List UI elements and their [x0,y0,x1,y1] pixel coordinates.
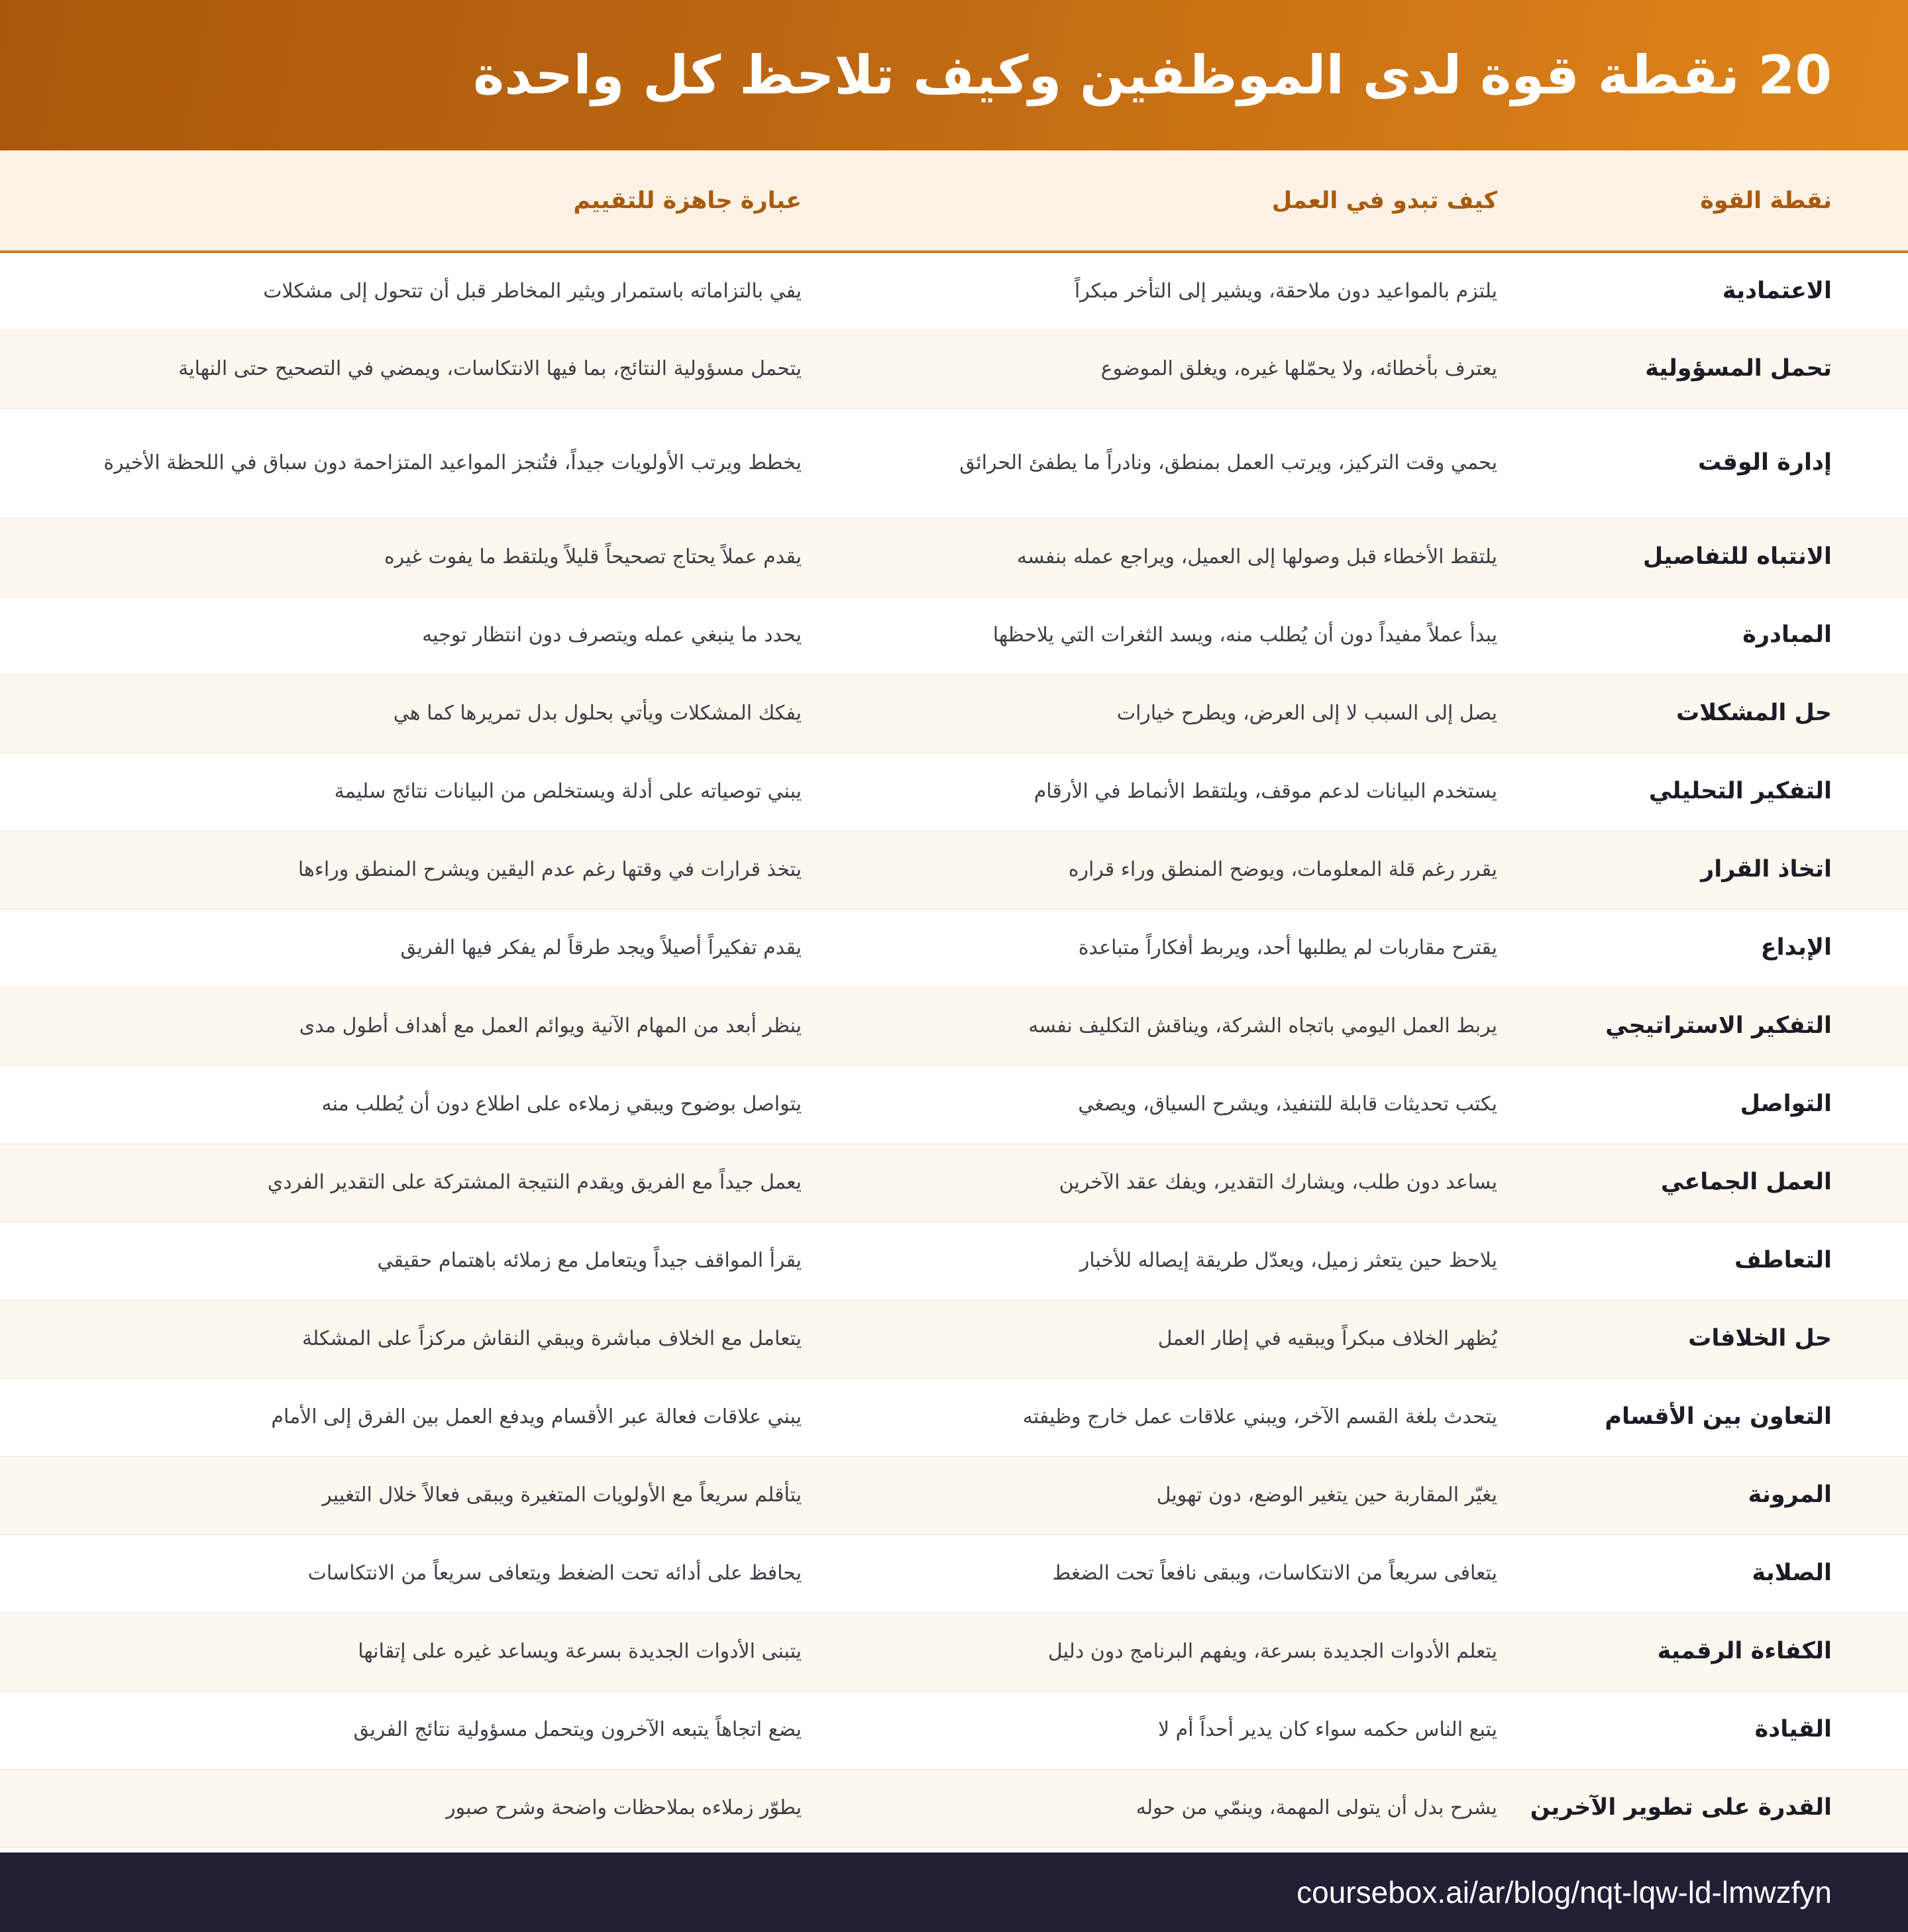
strengths-table [0,150,1908,1848]
how-it-looks-cell: يتحدث بلغة القسم الآخر، ويبني علاقات عمل خارج وظيفته [1022,1405,1497,1429]
strength-cell: إدارة الوقت [1697,449,1832,476]
table-row [0,909,1908,987]
how-it-looks-cell: يحمي وقت التركيز، ويرتب العمل بمنطق، ونادراً ما يطفئ الحرائق [959,451,1497,475]
how-it-looks-cell: يقرر رغم قلة المعلومات، ويوضح المنطق وراء قراره [1068,858,1497,882]
how-it-looks-cell: يتبع الناس حكمه سواء كان يدير أحداً أم لا [1157,1718,1497,1742]
how-it-looks-cell: يُظهر الخلاف مبكراً ويبقيه في إطار العمل [1157,1327,1497,1351]
strength-cell: الصلابة [1752,1560,1832,1587]
table-row [0,1613,1908,1691]
table-row [0,252,1908,330]
review-phrase-cell: يقدم تفكيراً أصيلاً ويجد طرقاً لم يفكر فيها الفريق [400,936,802,960]
review-phrase-cell: يخطط ويرتب الأولويات جيداً، فتُنجز المواعيد المتزاحمة دون سباق في اللحظة الأخيرة [103,451,802,475]
strength-cell: حل المشكلات [1676,700,1832,727]
review-phrase-cell: يبني علاقات فعالة عبر الأقسام ويدفع العمل بين الفرق إلى الأمام [271,1405,802,1429]
strength-cell: حل الخلافات [1688,1325,1832,1352]
strength-cell: التعاون بين الأقسام [1605,1403,1832,1430]
how-it-looks-cell: يبدأ عملاً مفيداً دون أن يُطلب منه، ويسد الثغرات التي يلاحظها [992,623,1497,647]
how-it-looks-cell: يكتب تحديثات قابلة للتنفيذ، ويشرح السياق، ويصغي [1078,1093,1497,1116]
table-row [0,1065,1908,1144]
strength-cell: الكفاءة الرقمية [1657,1638,1832,1665]
table-row [0,408,1908,518]
column-header-review-phrase: عبارة جاهزة للتقييم [573,187,802,214]
review-phrase-cell: يعمل جيداً مع الفريق ويقدم النتيجة المشتركة على التقدير الفردي [267,1171,802,1195]
table-row [0,753,1908,831]
review-phrase-cell: يطوّر زملاءه بملاحظات واضحة وشرح صبور [446,1796,802,1820]
review-phrase-cell: يتأقلم سريعاً مع الأولويات المتغيرة ويبقى فعالاً خلال التغيير [322,1483,802,1507]
strength-cell: التواصل [1740,1091,1832,1118]
how-it-looks-cell: يصل إلى السبب لا إلى العرض، ويطرح خيارات [1116,702,1497,725]
review-phrase-cell: يحدد ما ينبغي عمله ويتصرف دون انتظار توجيه [422,623,802,647]
strength-cell: المبادرة [1742,621,1832,649]
header-banner [0,0,1908,150]
strength-cell: القيادة [1754,1716,1832,1743]
strength-cell: اتخاذ القرار [1701,856,1832,883]
review-phrase-cell: يقرأ المواقف جيداً ويتعامل مع زملائه باهتمام حقيقي [377,1249,802,1273]
review-phrase-cell: يضع اتجاهاً يتبعه الآخرون ويتحمل مسؤولية نتائج الفريق [353,1718,802,1742]
table-row [0,987,1908,1065]
strength-cell: العمل الجماعي [1660,1169,1832,1196]
how-it-looks-cell: يساعد دون طلب، ويشارك التقدير، ويفك عقد الآخرين [1059,1171,1497,1195]
how-it-looks-cell: يلاحظ حين يتعثر زميل، ويعدّل طريقة إيصاله للأخبار [1079,1249,1497,1273]
column-header-strength: نقطة القوة [1700,187,1832,214]
review-phrase-cell: يقدم عملاً يحتاج تصحيحاً قليلاً ويلتقط ما يفوت غيره [384,545,802,569]
how-it-looks-cell: يربط العمل اليومي باتجاه الشركة، ويناقش التكليف نفسه [1028,1014,1497,1038]
how-it-looks-cell: يلتقط الأخطاء قبل وصولها إلى العميل، ويراجع عمله بنفسه [1017,545,1497,569]
review-phrase-cell: يتواصل بوضوح ويبقي زملاءه على اطلاع دون أن يُطلب منه [321,1093,802,1116]
strength-cell: التفكير الاستراتيجي [1605,1012,1832,1040]
table-row [0,1534,1908,1613]
footer-bar [0,1852,1908,1932]
strength-cell: الانتباه للتفاصيل [1642,543,1832,570]
page-title: 20 نقطة قوة لدى الموظفين وكيف تلاحظ كل واحدة [473,44,1832,106]
review-phrase-cell: يحافظ على أدائه تحت الضغط ويتعافى سريعاً من الانتكاسات [307,1562,802,1585]
review-phrase-cell: يفي بالتزاماته باستمرار ويثير المخاطر قبل أن تتحول إلى مشكلات [263,280,802,303]
review-phrase-cell: يبني توصياته على أدلة ويستخلص من البيانات نتائج سليمة [334,780,802,804]
how-it-looks-cell: يستخدم البيانات لدعم موقف، ويلتقط الأنماط في الأرقام [1034,780,1497,804]
how-it-looks-cell: يتعافى سريعاً من الانتكاسات، ويبقى نافعاً تحت الضغط [1052,1562,1497,1585]
table-body [0,252,1908,1847]
source-url: coursebox.ai/ar/blog/nqt-lqw-ld-lmwzfyn [1297,1875,1832,1909]
review-phrase-cell: ينظر أبعد من المهام الآنية ويوائم العمل مع أهداف أطول مدى [299,1014,802,1038]
review-phrase-cell: يتخذ قرارات في وقتها رغم عدم اليقين ويشرح المنطق وراءها [297,858,802,882]
table-row [0,1222,1908,1300]
table-row [0,831,1908,909]
table-row [0,1300,1908,1378]
table-header-row [0,150,1908,252]
how-it-looks-cell: يلتزم بالمواعيد دون ملاحقة، ويشير إلى التأخر مبكراً [1074,280,1497,303]
strength-cell: التفكير التحليلي [1648,778,1832,805]
strength-cell: الإبداع [1760,934,1832,961]
table-header [0,150,1908,252]
table-row [0,674,1908,753]
how-it-looks-cell: يشرح بدل أن يتولى المهمة، وينمّي من حوله [1136,1796,1497,1820]
review-phrase-cell: يتبنى الأدوات الجديدة بسرعة ويساعد غيره على إتقانها [358,1640,802,1664]
strength-cell: الاعتمادية [1722,277,1832,304]
review-phrase-cell: يتحمل مسؤولية النتائج، بما فيها الانتكاسات، ويمضي في التصحيح حتى النهاية [178,357,802,381]
table-row [0,518,1908,596]
table-row [0,596,1908,674]
table-row [0,1144,1908,1222]
review-phrase-cell: يتعامل مع الخلاف مباشرة ويبقي النقاش مركزاً على المشكلة [302,1327,802,1351]
strength-cell: المرونة [1748,1481,1832,1509]
table-row [0,1769,1908,1847]
table-row [0,330,1908,408]
column-header-how-it-looks: كيف تبدو في العمل [1271,187,1497,214]
how-it-looks-cell: يعترف بأخطائه، ولا يحمّلها غيره، ويغلق الموضوع [1100,357,1497,381]
table-row [0,1378,1908,1456]
table-row [0,1456,1908,1534]
strength-cell: التعاطف [1734,1247,1832,1274]
how-it-looks-cell: يقترح مقاربات لم يطلبها أحد، ويربط أفكاراً متباعدة [1078,936,1497,960]
strength-cell: تحمل المسؤولية [1645,355,1832,382]
table-row [0,1691,1908,1769]
how-it-looks-cell: يغيّر المقاربة حين يتغير الوضع، دون تهويل [1156,1483,1497,1507]
strength-cell: القدرة على تطوير الآخرين [1530,1794,1832,1821]
review-phrase-cell: يفكك المشكلات ويأتي بحلول بدل تمريرها كما هي [393,702,802,725]
how-it-looks-cell: يتعلم الأدوات الجديدة بسرعة، ويفهم البرنامج دون دليل [1047,1640,1497,1664]
